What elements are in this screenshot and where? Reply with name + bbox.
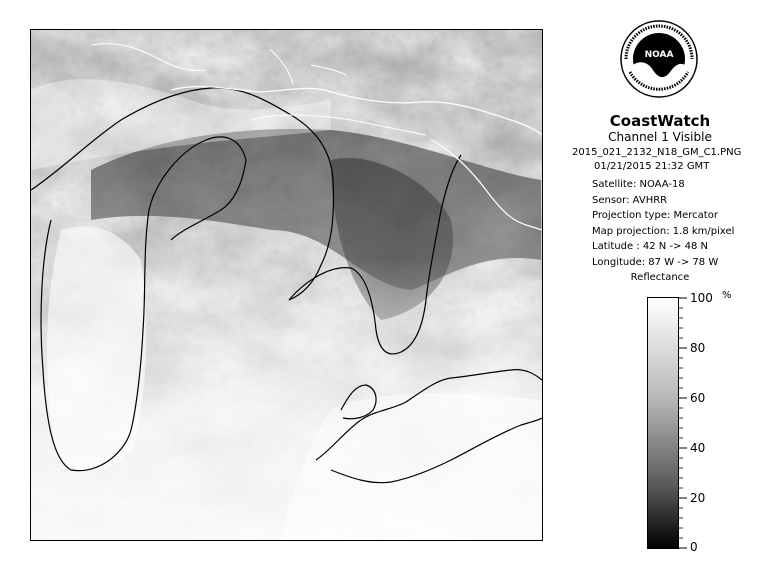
image-datetime: 01/21/2015 21:32 GMT (594, 161, 710, 172)
sensor-label: Sensor: AVHRR (592, 194, 668, 206)
map-projection-label: Map projection: 1.8 km/pixel (592, 225, 735, 237)
tick-label-80: 80 (690, 341, 706, 355)
image-metadata (592, 177, 734, 270)
tick-label-40: 40 (690, 441, 706, 455)
longitude-label: Longitude: 87 W -> 78 W (592, 256, 719, 268)
lake-michigan-bright-cloud (47, 226, 146, 470)
latitude-label: Latitude : 42 N -> 48 N (592, 241, 708, 252)
projection-type-label: Projection type: Mercator (592, 210, 718, 221)
tick-label-60: 60 (690, 391, 706, 405)
colorbar-ticks (679, 297, 699, 549)
channel-label: Channel 1 Visible (608, 130, 712, 144)
satellite-label: Satellite: NOAA-18 (592, 179, 685, 190)
image-filename: 2015_021_2132_N18_GM_C1.PNG (572, 147, 742, 158)
logo-text: NOAA (644, 50, 674, 60)
colorbar-unit: % (722, 290, 732, 301)
tick-label-20: 20 (690, 491, 706, 505)
reflectance-colorbar (647, 297, 679, 549)
tick-label-100: 100 (690, 291, 713, 305)
tick-label-0: 0 (690, 540, 698, 554)
colorbar-title: Reflectance (630, 272, 690, 283)
noaa-logo (620, 20, 698, 98)
coastwatch-title: CoastWatch (609, 112, 711, 130)
satellite-image-map (30, 29, 543, 541)
